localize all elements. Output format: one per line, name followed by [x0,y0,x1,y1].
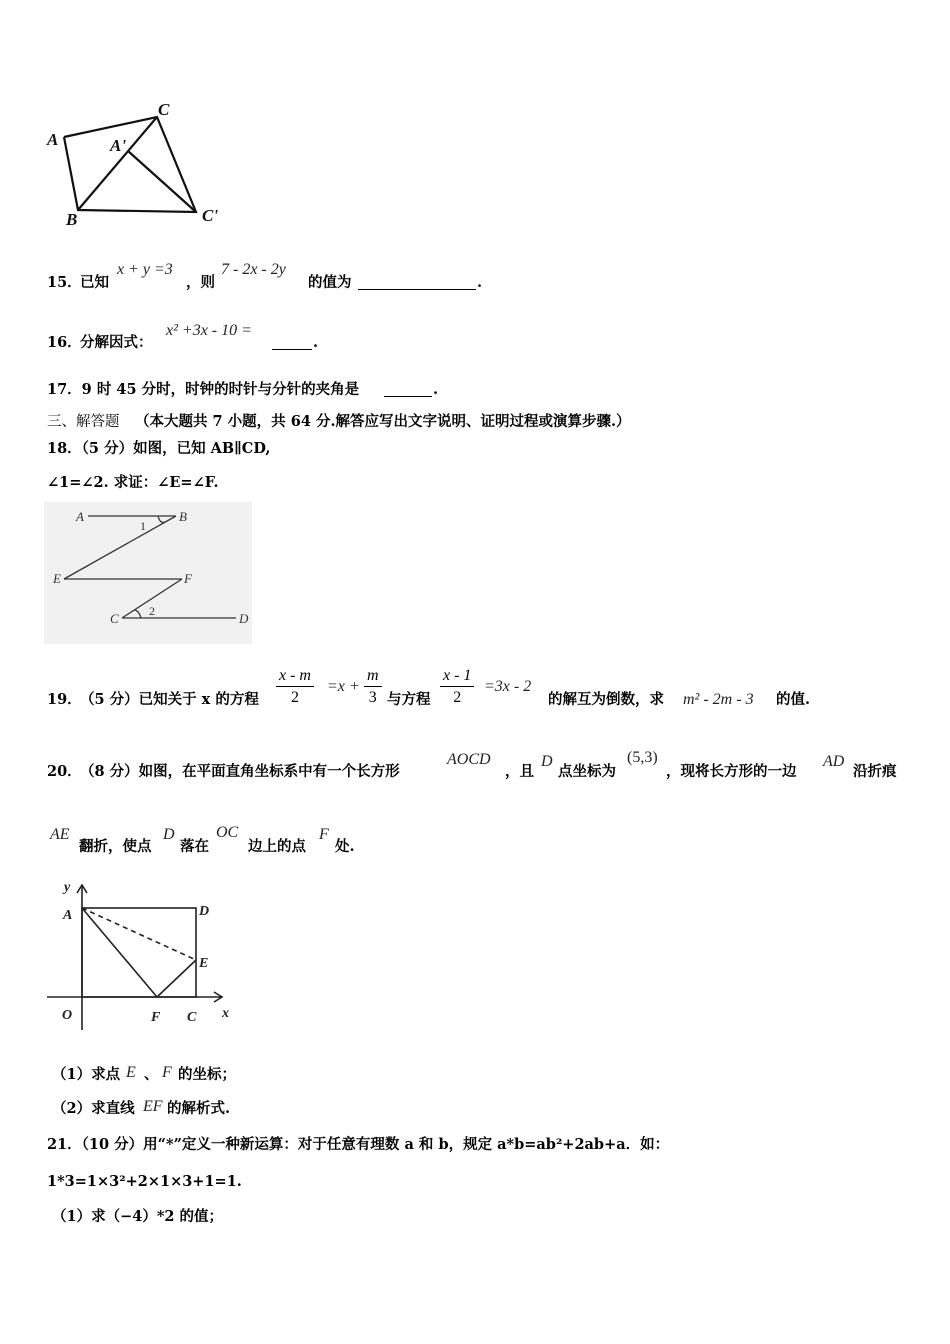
q21-text-2: 1*3=1×3²+2×1×3+1=1. [47,1173,242,1190]
q15-expression: 7 - 2x - 2y [221,261,286,278]
q20-AD: AD [823,753,845,770]
q19-text-2: 与方程 [387,691,431,708]
q20-sub1-text-2: 的坐标； [178,1066,236,1083]
q20-text-3: 点坐标为 [558,763,616,780]
q20-text-4: ，现将长方形的一边 [666,763,797,780]
label-B: B [66,210,78,229]
q20-coordinate: (5,3) [627,749,658,766]
fig20-label-y: y [64,880,71,895]
coordinate-figure [44,875,244,1030]
label-C-prime: C' [202,206,219,225]
fig18-label-C: C [110,611,119,626]
q19-number: 19． [47,691,82,708]
q19-frac3-denominator: 2 [453,689,462,706]
fig18-angle-1: 1 [140,519,146,533]
q17-end: . [433,381,439,398]
q15-text-3: 的值为 [308,274,352,291]
q20-sub1-E: E [126,1064,136,1081]
q15-text-1: 已知 [80,274,109,291]
q15-answer-blank[interactable] [358,275,476,290]
q19-text-4: 的值. [776,691,811,708]
q20-sub2-text-1: （2）求直线 [52,1100,135,1117]
q20-sub1-text-1: （1）求点 [52,1066,121,1083]
q20-text-9: 处. [335,838,355,855]
fig18-label-D: D [239,611,249,626]
q20-text-7: 落在 [180,838,209,855]
q20-text-2: ，且 [505,763,534,780]
q20-text-6: 翻折，使点 [79,838,152,855]
q15-text-2: ，则 [186,274,215,291]
label-A: A [47,130,59,149]
q16-text-1: 分解因式： [80,334,153,351]
q16-text-2: . [313,334,319,351]
q15-text-4: . [477,274,483,291]
q16-number: 16． [47,334,82,351]
q17-answer-blank[interactable] [384,382,432,397]
q19-text-3: 的解互为倒数，求 [548,691,664,708]
q20-sub2-EF: EF [143,1098,163,1115]
q18-text-2: ∠1=∠2. 求证：∠E=∠F. [47,474,219,491]
fig20-label-C: C [187,1010,197,1025]
q15-number: 15． [47,274,82,291]
fig20-label-x: x [222,1006,229,1021]
q20-AE: AE [50,826,70,843]
q20-sub2-text-2: 的解析式. [167,1100,231,1117]
fig18-label-F: F [184,571,192,586]
q16-answer-blank[interactable] [272,335,312,350]
q20-sub1-F: F [162,1064,172,1081]
q19-text-1: （5 分）已知关于 x 的方程 [80,691,259,708]
q18-text-1: 18．（5 分）如图，已知 AB∥CD, [47,440,271,457]
q20-sub1-sep: 、 [144,1066,159,1083]
label-C: C [158,100,170,119]
q21-sub1-text: （1）求（−4）*2 的值； [52,1208,224,1225]
fig20-label-F: F [151,1010,161,1025]
q21-text-1: 21．（10 分）用“*”定义一种新运算：对于任意有理数 a 和 b，规定 a*b=ab²+2ab+a．如： [47,1136,670,1153]
q19-mid-2: =3x - 2 [484,678,532,695]
q20-OC: OC [216,824,239,841]
q20-D: D [541,753,553,770]
q19-frac2-denominator: 3 [368,689,377,706]
q20-text-5: 沿折痕 [853,763,897,780]
q20-text-1: （8 分）如图，在平面直角坐标系中有一个长方形 [80,763,400,780]
fig20-label-O: O [62,1008,73,1023]
section-3-note: （本大题共 7 小题，共 64 分.解答应写出文字说明、证明过程或演算步骤.） [135,413,631,430]
fig20-label-E: E [199,956,209,971]
q19-frac1-denominator: 2 [290,689,299,706]
fig18-label-E: E [53,571,61,586]
q19-fraction-1 [276,666,314,709]
q16-expression: x² +3x - 10 = [166,322,252,339]
fig20-label-A: A [63,908,73,923]
q19-expression: m² - 2m - 3 [683,691,754,708]
q20-text-8: 边上的点 [248,838,306,855]
fig18-label-A: A [76,509,84,524]
q15-equation: x + y =3 [117,261,173,278]
q19-mid-1: =x + [327,678,360,695]
q19-fraction-3 [440,666,474,709]
q19-fraction-2 [364,666,382,709]
fig18-label-B: B [179,509,187,524]
q19-frac2-numerator: m [364,666,382,687]
section-3-title: 三、解答题 [47,414,120,430]
quadrilateral-figure [40,95,240,230]
q19-frac3-numerator: x - 1 [440,666,474,687]
q20-number: 20． [47,763,82,780]
fig18-angle-2: 2 [149,604,155,618]
q20-AOCD: AOCD [447,751,491,768]
q20-D-2: D [163,826,175,843]
fig20-label-D: D [199,904,210,919]
parallel-lines-figure [44,502,252,644]
q19-frac1-numerator: x - m [276,666,314,687]
q20-F: F [319,826,329,843]
q17-text: 17．9 时 45 分时，时钟的时针与分针的夹角是 [47,381,360,398]
label-A-prime: A' [110,136,127,155]
